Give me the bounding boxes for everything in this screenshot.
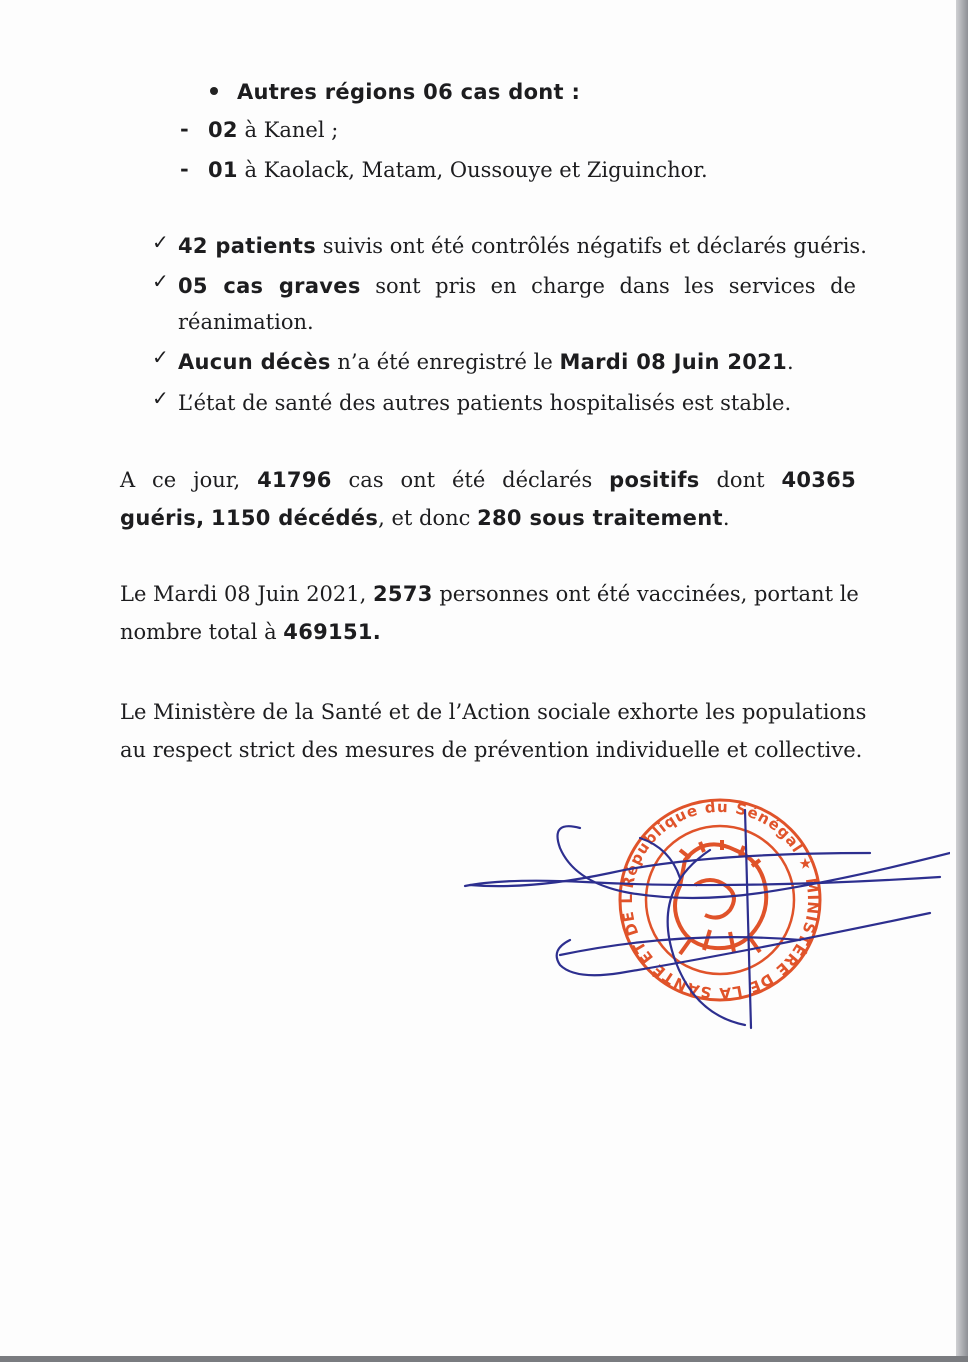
vaccination-line-2: nombre total à 469151. (120, 620, 382, 644)
summary-line-1: A ce jour, 41796 cas ont été déclarés positifs dont 40365 (120, 468, 856, 492)
vaccination-line-1: Le Mardi 08 Juin 2021, 2573 personnes ont été vaccinées, portant le (120, 582, 859, 606)
checkmark-icon: ✓ (152, 269, 169, 293)
regions-heading: Autres régions 06 cas dont : (237, 80, 581, 104)
check-item-deaths: Aucun décès n’a été enregistré le Mardi 08 Juin 2021. (178, 350, 794, 374)
official-stamp-signature (460, 790, 950, 1040)
closing-line-1: Le Ministère de la Santé et de l’Action sociale exhorte les populations (120, 700, 867, 724)
svg-text:République du Sénégal ★ MINIST: République du Sénégal ★ MINISTÈRE DE LA SANTÉ ET DE L (617, 797, 823, 1003)
summary-line-2: guéris, 1150 décédés, et donc 280 sous traitement. (120, 506, 730, 530)
check-item-severe-cont: réanimation. (178, 310, 314, 334)
list-dash: - (180, 156, 189, 181)
checkmark-icon: ✓ (152, 386, 169, 410)
checkmark-icon: ✓ (152, 230, 169, 254)
stamp-icon (460, 790, 950, 1040)
page-bottom-edge (0, 1356, 968, 1362)
list-item: 01 à Kaolack, Matam, Oussouye et Ziguinchor. (208, 158, 708, 182)
check-item-severe: 05 cas graves sont pris en charge dans les services de (178, 274, 856, 298)
closing-line-2: au respect strict des mesures de prévention individuelle et collective. (120, 738, 863, 762)
list-dash: - (180, 116, 189, 141)
checkmark-icon: ✓ (152, 345, 169, 369)
check-item-stable: L’état de santé des autres patients hospitalisés est stable. (178, 391, 792, 415)
list-item: 02 à Kanel ; (208, 118, 339, 142)
check-item-recovered: 42 patients suivis ont été contrôlés négatifs et déclarés guéris. (178, 234, 867, 258)
page-edge-shadow (956, 0, 968, 1362)
bullet-dot (210, 87, 218, 95)
